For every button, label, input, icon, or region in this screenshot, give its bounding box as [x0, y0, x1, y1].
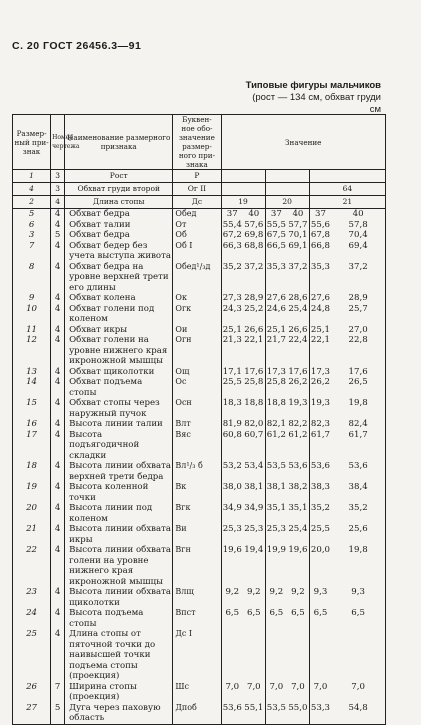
cell-value: 27,0 [331, 325, 385, 336]
cell-name: Высота линии талии [65, 419, 173, 430]
cell-value: 53,6 [287, 461, 309, 482]
cell-value: 53,6 [310, 461, 331, 471]
cell-value: 81,9 [222, 419, 242, 429]
table-row [13, 503, 386, 524]
cell-pic: 4 [51, 335, 65, 367]
cell-num: 3 [13, 230, 51, 241]
cell-sym: От [173, 220, 221, 231]
cell-value [221, 629, 243, 682]
cell-value: 53,5 [265, 703, 287, 725]
cell-num: 11 [13, 325, 51, 336]
cell-value: 7,0 [243, 682, 265, 703]
cell-sym: Ос [173, 377, 221, 398]
cell-sym: Дпоб [173, 703, 221, 725]
cell-value: 9,3 [331, 587, 385, 608]
cell-num: 15 [13, 398, 51, 419]
cell-value: 17,6 [288, 366, 308, 377]
cell-sym: Об [173, 230, 221, 241]
cell-pic: 4 [51, 398, 65, 419]
cell-value: 6,5 [313, 608, 328, 618]
cell-value: 35,2 [310, 503, 331, 513]
cell-value: 27,6 [266, 293, 286, 303]
cell-num: 8 [13, 262, 51, 294]
col-header-name: Наименование размерного признака [65, 115, 173, 170]
cell-value: 25,4 [287, 524, 309, 545]
cell-num: 6 [13, 220, 51, 231]
cell-name: Обхват бедра [65, 230, 173, 241]
table-row [13, 419, 386, 430]
table-row [13, 430, 386, 462]
cell-name: Обхват бедра на уровне верхней трети его длины [65, 262, 173, 294]
cell-value: 28,6 [288, 293, 308, 303]
cell-pic: 4 [51, 461, 65, 482]
table-row [13, 293, 386, 304]
cell-value: 82,2 [288, 419, 308, 429]
cell-value: 24,6 [266, 303, 286, 314]
table-row [13, 703, 386, 725]
cell-value: 26,5 [331, 377, 385, 398]
cell-name: Обхват стопы через наружный пучок [65, 398, 173, 419]
cell-name: Дуга через паховую область [65, 703, 173, 725]
cell-num: 27 [13, 703, 51, 725]
cell-name: Высота линии обхвата голени на уровне нижнего края икроножной мышцы [65, 545, 173, 587]
cell-length-group: 64 [309, 183, 385, 196]
cell-sym: Об I [173, 241, 221, 262]
cell-value: 21,3 [222, 335, 242, 345]
cell-value: 21,7 [266, 335, 286, 345]
cell-value: 22,8 [331, 335, 385, 367]
cell-value: 25,3 [222, 524, 242, 534]
cell-value: 17,3 [310, 366, 331, 377]
cell-value [243, 629, 265, 682]
cell-value: 57,8 [331, 220, 385, 231]
cell-value: 19,8 [331, 545, 385, 587]
cell-value: 7,0 [313, 681, 328, 692]
cell-num: 5 [13, 209, 51, 220]
cell-value: 67,8 [310, 230, 331, 240]
cell-value: 55,4 [222, 219, 242, 230]
cell-num: 7 [13, 241, 51, 262]
cell-num: 1 [13, 170, 51, 183]
cell-pic: 4 [51, 503, 65, 524]
cell-value: 67,5 [266, 230, 286, 240]
table-row [13, 241, 386, 262]
table-header-row [13, 196, 386, 209]
table-row [13, 367, 386, 378]
cell-pic: 4 [51, 377, 65, 398]
cell-value: 70,4 [331, 230, 385, 241]
cell-value: 82,4 [331, 419, 385, 430]
cell-value: 82,3 [310, 419, 331, 429]
cell-value: 22,1 [243, 335, 265, 367]
cell-length-group [265, 183, 309, 196]
cell-num: 16 [13, 419, 51, 430]
table-row [13, 629, 386, 682]
cell-value: 66,3 [222, 240, 242, 251]
cell-value: 6,5 [331, 608, 385, 629]
cell-value: 28,9 [244, 293, 264, 303]
cell-value: 25,1 [222, 324, 242, 335]
table-row [13, 325, 386, 336]
cell-value: 68,8 [243, 241, 265, 262]
cell-sym: Вгк [173, 503, 221, 524]
cell-pic: 4 [51, 262, 65, 294]
cell-sym: Влщ [173, 587, 221, 608]
cell-pic: 4 [51, 524, 65, 545]
cell-value: 18,3 [222, 398, 242, 408]
cell-value: 55,6 [310, 219, 331, 230]
cell-value: 7,0 [269, 681, 284, 692]
cell-value: 61,7 [331, 430, 385, 462]
cell-sym: Вл¹/₃ б [173, 461, 221, 482]
table-row [13, 230, 386, 241]
cell-value: 60,7 [243, 430, 265, 462]
cell-value: 17,3 [266, 366, 286, 377]
cell-name: Высота подъема стопы [65, 608, 173, 629]
cell-length-group [221, 170, 265, 183]
cell-pic: 3 [51, 183, 65, 196]
cell-value: 20,0 [310, 545, 331, 555]
cell-value: 54,8 [331, 703, 385, 725]
cell-value: 26,6 [244, 324, 264, 335]
cell-pic: 4 [51, 196, 65, 209]
cell-value: 25,2 [243, 304, 265, 325]
cell-sym: Впст [173, 608, 221, 629]
cell-value: 17,1 [222, 366, 242, 377]
cell-value: 37,2 [331, 262, 385, 294]
cell-value: 40 [287, 209, 309, 220]
table-row [13, 304, 386, 325]
cell-num: 18 [13, 461, 51, 482]
cell-pic: 4 [51, 304, 65, 325]
col-header-sym: Буквен- ное обо- значение размер- ного при- знака [173, 115, 221, 170]
measurements-table [12, 114, 386, 725]
cell-num: 9 [13, 293, 51, 304]
cell-value: 35,1 [266, 503, 286, 513]
cell-value: 38,1 [243, 482, 265, 503]
cell-value: 6,5 [287, 608, 309, 629]
cell-length-group [309, 170, 385, 183]
cell-name: Высота линии обхвата верхней трети бедра [65, 461, 173, 482]
cell-value: 61,7 [310, 429, 331, 440]
cell-value: 25,1 [266, 324, 286, 335]
cell-num: 4 [13, 183, 51, 196]
cell-name: Обхват бедер без учета выступа живота [65, 241, 173, 262]
table-header-row [13, 183, 386, 196]
cell-value: 28,9 [331, 293, 385, 304]
cell-value: 25,3 [243, 524, 265, 545]
cell-sym: Обед [173, 209, 221, 220]
cell-pic: 4 [51, 293, 65, 304]
cell-value: 17,6 [331, 367, 385, 378]
cell-pic: 7 [51, 682, 65, 703]
cell-value [331, 629, 385, 682]
cell-sym: Ок [173, 293, 221, 304]
cell-pic: 5 [51, 703, 65, 725]
cell-value: 25,1 [310, 324, 331, 335]
cell-name: Обхват подъема стопы [65, 377, 173, 398]
cell-value: 18,8 [266, 398, 286, 408]
cell-sym: Р [173, 170, 221, 183]
cell-value: 61,2 [266, 429, 286, 440]
cell-name: Длина стопы от пяточной точки до наивысшей точки подъема стопы (проекция) [65, 629, 173, 682]
cell-value: 19,9 [266, 545, 286, 555]
cell-value: 19,6 [287, 545, 309, 587]
cell-num: 23 [13, 587, 51, 608]
col-header-pic: Номер чертежа [51, 115, 65, 170]
cell-value: 37,2 [243, 262, 265, 294]
cell-value: 55,0 [287, 703, 309, 725]
cell-pic: 4 [51, 430, 65, 462]
cell-value: 35,2 [222, 261, 242, 272]
cell-value: 7,0 [331, 682, 385, 703]
cell-value: 69,4 [331, 241, 385, 262]
cell-name: Обхват икры [65, 325, 173, 336]
cell-value: 57,6 [244, 219, 264, 230]
cell-sym: Вк [173, 482, 221, 503]
cell-value: 25,7 [331, 304, 385, 325]
cell-value: 40 [243, 209, 265, 220]
page-header: С. 20 ГОСТ 26456.3—91 [12, 40, 142, 52]
cell-length-group: 19 [221, 196, 265, 209]
cell-num: 10 [13, 304, 51, 325]
cell-value: 26,6 [288, 324, 308, 335]
cell-value: 19,6 [222, 545, 242, 555]
cell-value: 53,2 [222, 461, 242, 471]
cell-value: 26,2 [287, 377, 309, 398]
table-row [13, 587, 386, 608]
cell-value: 60,8 [222, 429, 242, 440]
cell-value: 55,5 [266, 219, 286, 230]
cell-value: 7,0 [225, 681, 240, 692]
cell-value: 70,1 [288, 230, 308, 240]
cell-pic: 4 [51, 241, 65, 262]
cell-value: 53,6 [221, 703, 243, 725]
table-header-row [13, 170, 386, 183]
table-row [13, 377, 386, 398]
cell-value: 53,4 [243, 461, 265, 482]
cell-pic: 3 [51, 170, 65, 183]
cell-name: Высота линии обхвата щиколотки [65, 587, 173, 608]
cell-value: 9,2 [225, 587, 240, 597]
table-row [13, 461, 386, 482]
col-header-num: Размер- ный при- знак [13, 115, 51, 170]
cell-value: 24,8 [310, 303, 331, 314]
cell-value: 66,5 [266, 240, 286, 251]
cell-value: 19,3 [310, 398, 331, 408]
cell-value: 24,3 [222, 303, 242, 314]
cell-sym: Огк [173, 304, 221, 325]
cell-length-group: 20 [265, 196, 309, 209]
cell-name: Обхват талии [65, 220, 173, 231]
cell-value: 82,0 [244, 419, 264, 429]
cell-value: 25,3 [266, 524, 286, 534]
cell-value: 25,6 [331, 524, 385, 545]
cell-name: Ширина стопы (проекция) [65, 682, 173, 703]
cell-value: 25,8 [243, 377, 265, 398]
cell-name: Обхват бедра [65, 209, 173, 220]
cell-length-group [265, 170, 309, 183]
table-row [13, 682, 386, 703]
cell-name: Высота подъягодичной складки [65, 430, 173, 462]
cell-length-group [221, 183, 265, 196]
cell-value: 67,2 [222, 230, 242, 240]
cell-num: 14 [13, 377, 51, 398]
cell-pic: 4 [51, 220, 65, 231]
cell-value: 19,8 [331, 398, 385, 419]
cell-pic: 4 [51, 608, 65, 629]
cell-value: 38,1 [266, 482, 286, 492]
cell-pic: 4 [51, 419, 65, 430]
cell-value: 66,8 [310, 240, 331, 251]
table-row [13, 262, 386, 294]
cell-name: Высота коленной точки [65, 482, 173, 503]
cell-name: Обхват щиколотки [65, 367, 173, 378]
cell-name: Высота линии обхвата икры [65, 524, 173, 545]
cell-pic: 4 [51, 367, 65, 378]
cell-value: 17,6 [244, 366, 264, 377]
cell-value: 9,2 [243, 587, 265, 608]
cell-value: 55,1 [243, 703, 265, 725]
cell-pic: 5 [51, 230, 65, 241]
cell-num: 26 [13, 682, 51, 703]
cell-num: 12 [13, 335, 51, 367]
table-caption-subtitle: (рост — 134 см, обхват груди [252, 92, 381, 103]
cell-value: 25,5 [310, 524, 331, 534]
cell-value: 35,1 [287, 503, 309, 524]
cell-name: Рост [65, 170, 173, 183]
cell-sym: Вяс [173, 430, 221, 462]
cell-value: 34,9 [222, 503, 242, 513]
cell-value: 18,8 [243, 398, 265, 419]
cell-sym: Обед¹/₃д [173, 262, 221, 294]
cell-value: 27,3 [222, 293, 242, 303]
cell-value: 37 [314, 209, 326, 219]
cell-pic: 4 [51, 325, 65, 336]
table-row [13, 545, 386, 587]
table-row [13, 335, 386, 367]
cell-sym: Дс [173, 196, 221, 209]
cell-num: 13 [13, 367, 51, 378]
cell-num: 22 [13, 545, 51, 587]
cell-value: 35,3 [266, 261, 286, 272]
cell-sym: Шс [173, 682, 221, 703]
cell-num: 24 [13, 608, 51, 629]
cell-value: 25,5 [222, 377, 242, 387]
cell-value: 6,5 [269, 608, 284, 618]
cell-sym: Ощ [173, 367, 221, 378]
cell-value [287, 629, 309, 682]
cell-num: 20 [13, 503, 51, 524]
table-row [13, 608, 386, 629]
cell-length-group: 21 [309, 196, 385, 209]
cell-value: 22,1 [310, 335, 331, 345]
cell-name: Высота линии под коленом [65, 503, 173, 524]
cell-pic: 4 [51, 209, 65, 220]
cell-name: Обхват голени на уровне нижнего края икроножной мышцы [65, 335, 173, 367]
cell-value: 26,2 [310, 377, 331, 387]
cell-value: 25,8 [266, 377, 286, 387]
cell-sym: Влт [173, 419, 221, 430]
cell-sym: Ои [173, 325, 221, 336]
cell-value: 53,5 [266, 461, 286, 471]
cell-sym: Огн [173, 335, 221, 367]
cell-value: 61,2 [287, 430, 309, 462]
cell-num: 17 [13, 430, 51, 462]
cell-pic: 4 [51, 482, 65, 503]
cell-pic: 4 [51, 629, 65, 682]
cell-num: 2 [13, 196, 51, 209]
cell-value: 69,8 [244, 230, 264, 240]
cell-value: 37,2 [287, 262, 309, 294]
cell-value: 34,9 [243, 503, 265, 524]
cell-value: 6,5 [225, 608, 240, 618]
cell-value: 9,2 [287, 587, 309, 608]
cell-value: 38,3 [310, 482, 331, 492]
cell-value: 7,0 [287, 682, 309, 703]
cell-value: 35,3 [310, 261, 331, 272]
cell-value: 19,3 [287, 398, 309, 419]
cell-value: 38,4 [331, 482, 385, 503]
cell-value: 82,1 [266, 419, 286, 429]
cell-sym: Ви [173, 524, 221, 545]
cell-sym: Вгн [173, 545, 221, 587]
cell-name: Длина стопы [65, 196, 173, 209]
table-row [13, 398, 386, 419]
cell-name: Обхват колена [65, 293, 173, 304]
cell-value: 35,2 [331, 503, 385, 524]
cell-value: 53,6 [331, 461, 385, 482]
table-row [13, 220, 386, 231]
cell-value: 57,7 [288, 219, 308, 230]
cell-value: 9,2 [269, 587, 284, 597]
cell-sym: Дс I [173, 629, 221, 682]
cell-value: 22,4 [287, 335, 309, 367]
cell-value: 40 [331, 209, 385, 220]
cell-num: 19 [13, 482, 51, 503]
table-row [13, 482, 386, 503]
cell-sym: Осн [173, 398, 221, 419]
table-row [13, 524, 386, 545]
cell-value: 69,1 [287, 241, 309, 262]
cell-num: 25 [13, 629, 51, 682]
cell-pic: 4 [51, 545, 65, 587]
cell-value: 38,0 [222, 482, 242, 492]
cell-name: Обхват груди второй [65, 183, 173, 196]
cell-value: 6,5 [243, 608, 265, 629]
cell-value [309, 629, 331, 682]
cell-num: 21 [13, 524, 51, 545]
cell-pic: 4 [51, 587, 65, 608]
col-header-value: Значение [221, 115, 386, 170]
cell-value: 37 [270, 209, 282, 219]
cell-value: 25,4 [287, 304, 309, 325]
cell-value: 9,3 [313, 587, 328, 597]
cell-value: 27,6 [310, 293, 331, 303]
cell-value: 19,4 [243, 545, 265, 587]
cell-value [265, 629, 287, 682]
table-row [13, 209, 386, 220]
cell-value: 38,2 [287, 482, 309, 503]
cell-value: 53,3 [309, 703, 331, 725]
cell-sym: Ог II [173, 183, 221, 196]
cell-name: Обхват голени под коленом [65, 304, 173, 325]
table-caption-title: Типовые фигуры мальчиков [245, 80, 381, 91]
cell-value: 37 [226, 209, 238, 219]
table-caption-unit: см [369, 104, 381, 115]
